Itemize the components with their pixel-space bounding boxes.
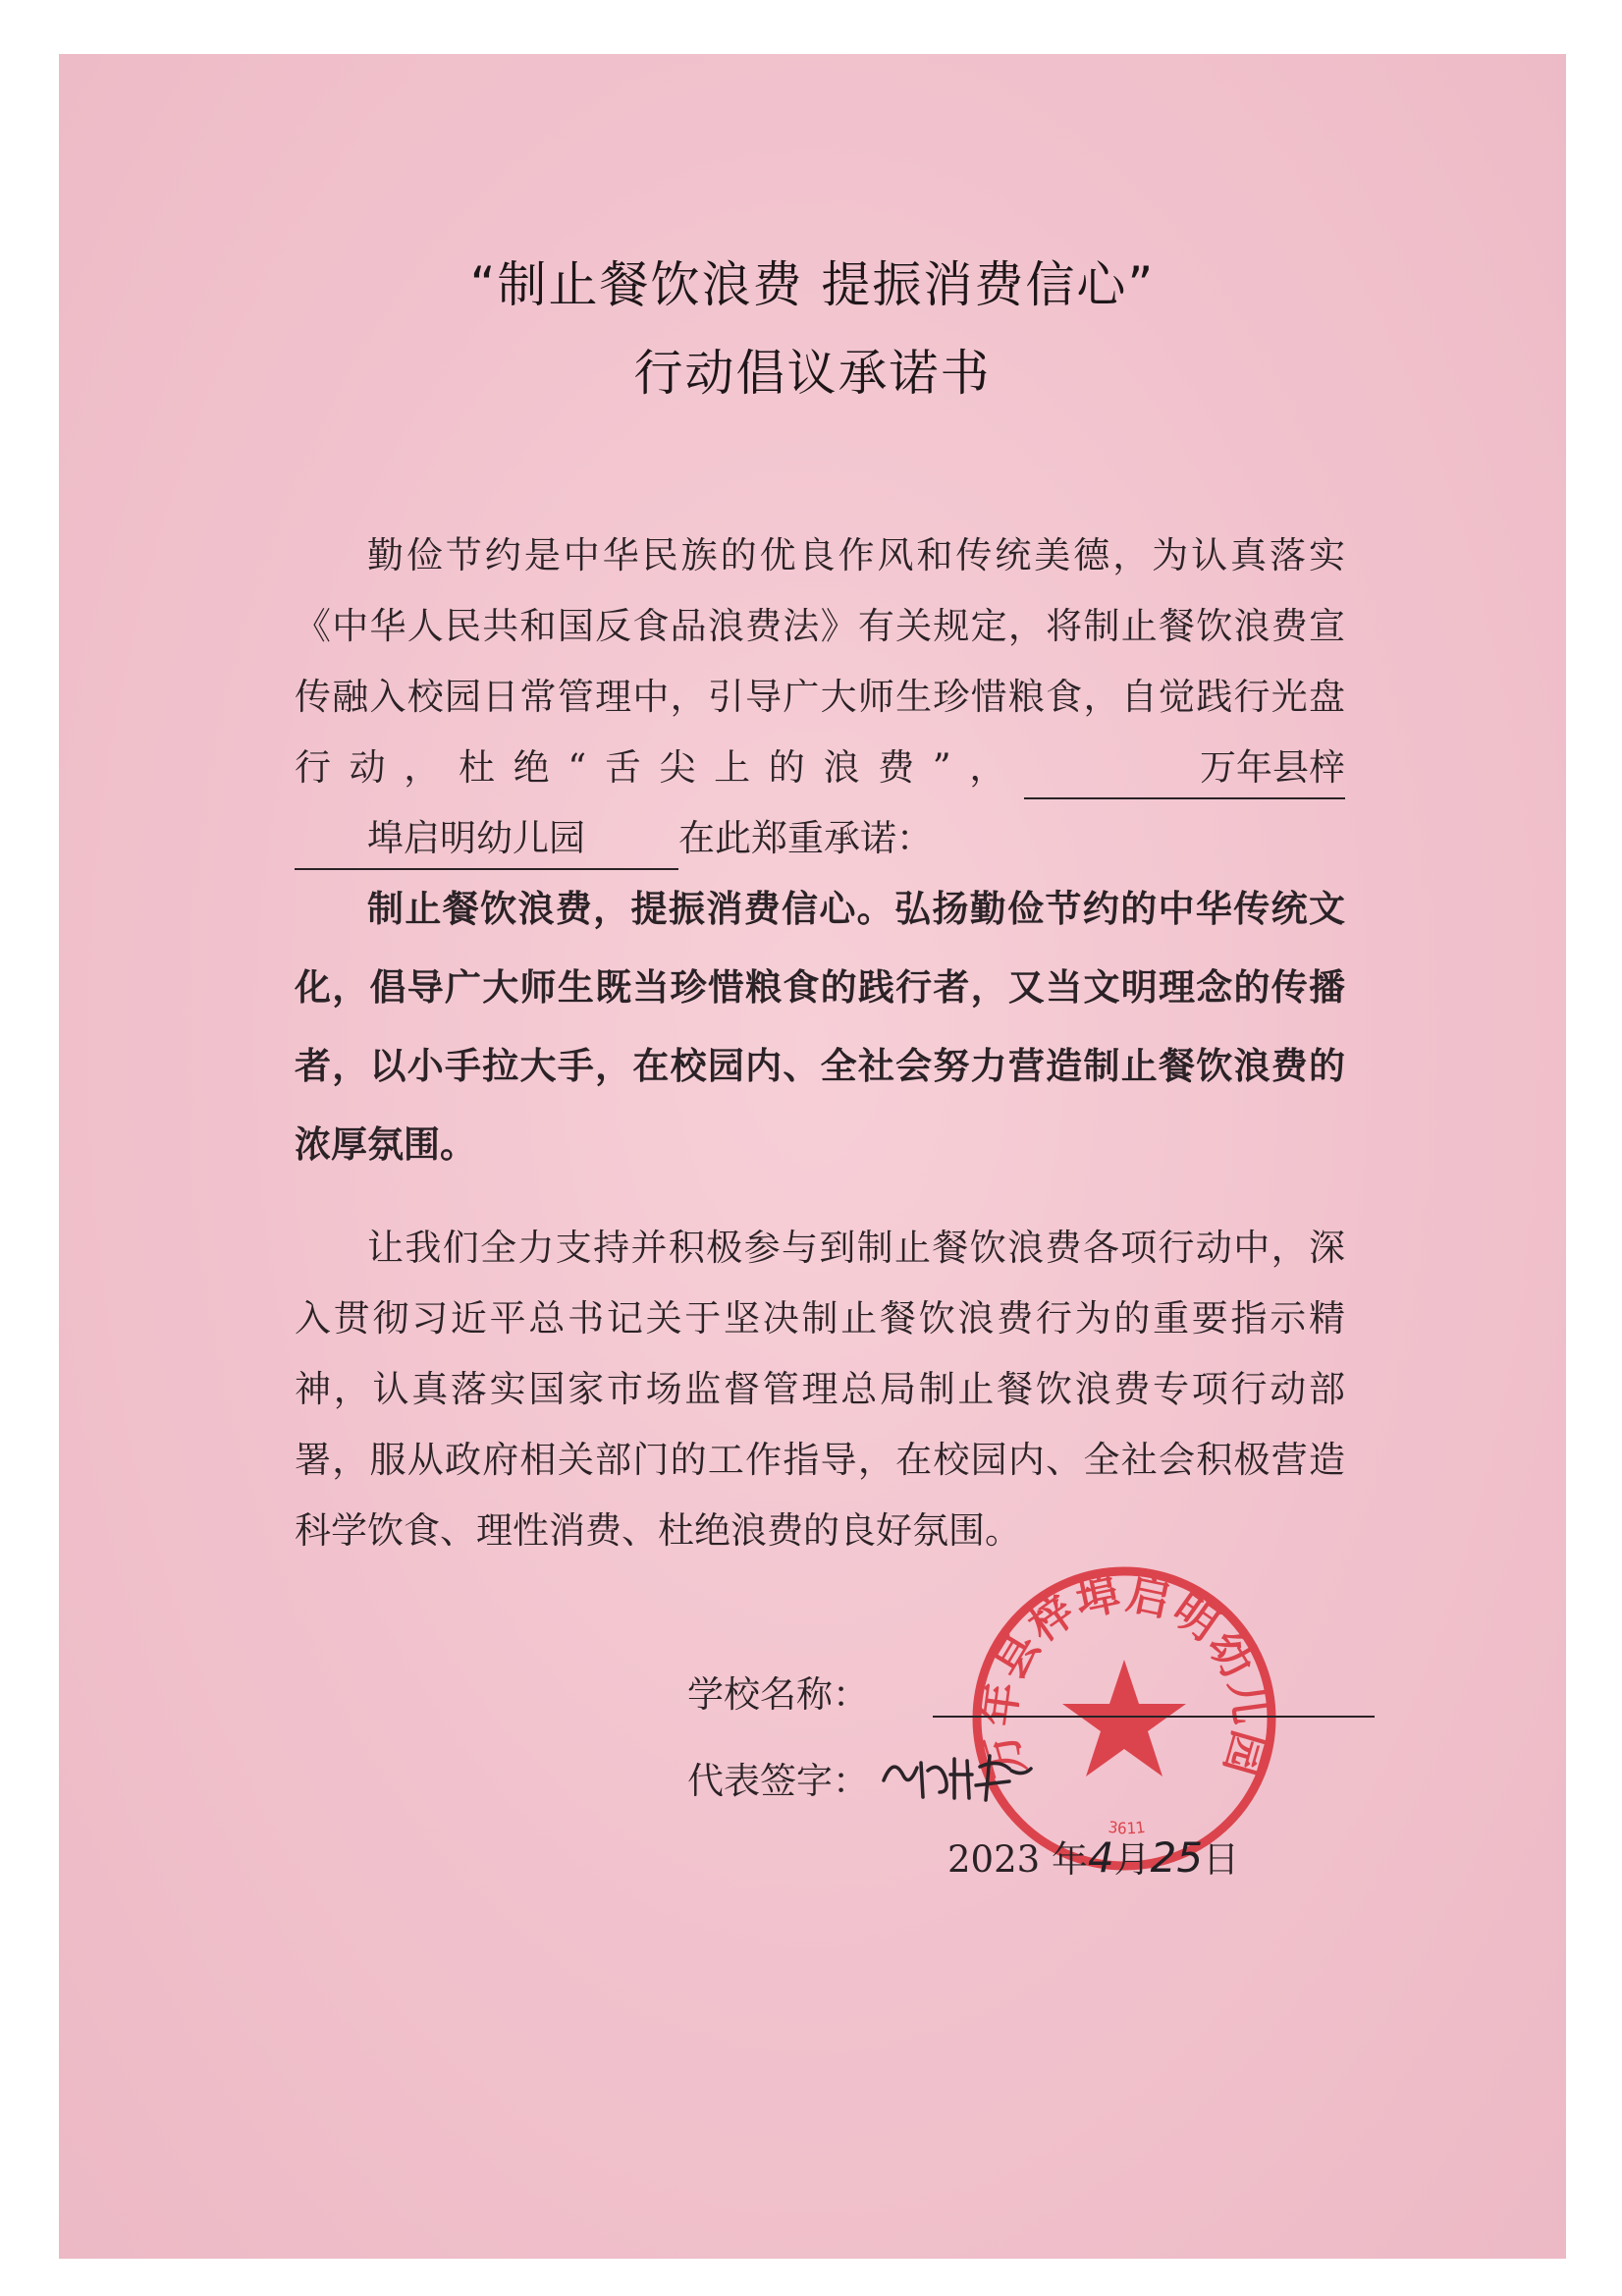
paragraph-2-pledge: 制止餐饮浪费，提振消费信心。弘扬勤俭节约的中华传统文化，倡导广大师生既当珍惜粮食的践行者，又当文明理念的传播者，以小手拉大手，在校园内、全社会努力营造制止餐饮浪费的浓厚氛围。 [295,887,1345,1166]
document-page [59,54,1566,2259]
seal-text: 万年县梓埠启明幼儿园 [973,1568,1275,1783]
title-line-1: “制止餐饮浪费 提振消费信心” [469,256,1156,313]
date-month-handwritten: 4 [1087,1833,1114,1882]
fill-in-school-name-part-2: 埠启明幼儿园 [295,809,678,870]
date [947,1830,1239,1883]
paragraph-1 [295,520,1345,874]
school-name-label: 学校名称： [687,1673,869,1716]
representative-signature-label: 代表签字： [687,1760,869,1802]
fill-in-school-name-part-1: 万年县梓 [1024,738,1345,799]
date-day-handwritten: 25 [1150,1833,1204,1882]
date-year: 2023 [947,1838,1041,1881]
seal-code-text: 3611 [1107,1817,1147,1838]
paragraph-1-tail: 在此郑重承诺： [678,817,933,859]
date-month-unit: 月 [1113,1838,1151,1881]
paragraph-3: 让我们全力支持并积极参与到制止餐饮浪费各项行动中，深入贯彻习近平总书记关于坚决制止餐饮浪费行为的重要指示精神，认真落实国家市场监督管理总局制止餐饮浪费专项行动部署，服从政府相关部门的工作指导，在校园内、全社会积极营造科学饮食、理性消费、杜绝浪费的良好氛围。 [295,1227,1345,1552]
title-line-2: 行动倡议承诺书 [633,345,992,402]
seal-star-icon [1062,1660,1186,1777]
date-day-unit: 日 [1203,1838,1240,1881]
paragraph-1-text: 勤俭节约是中华民族的优良作风和传统美德，为认真落实《中华人民共和国反食品浪费法》有关规定，将制止餐饮浪费宣传融入校园日常管理中，引导广大师生珍惜粮食，自觉践行光盘行动，杜绝“舌尖上的浪费”， [295,534,1345,789]
handwritten-signature [874,1741,1041,1810]
school-name-blank-line [933,1716,1375,1718]
date-year-unit: 年 [1051,1838,1088,1881]
svg-text:孙世平: 孙世平 [874,1741,877,1742]
